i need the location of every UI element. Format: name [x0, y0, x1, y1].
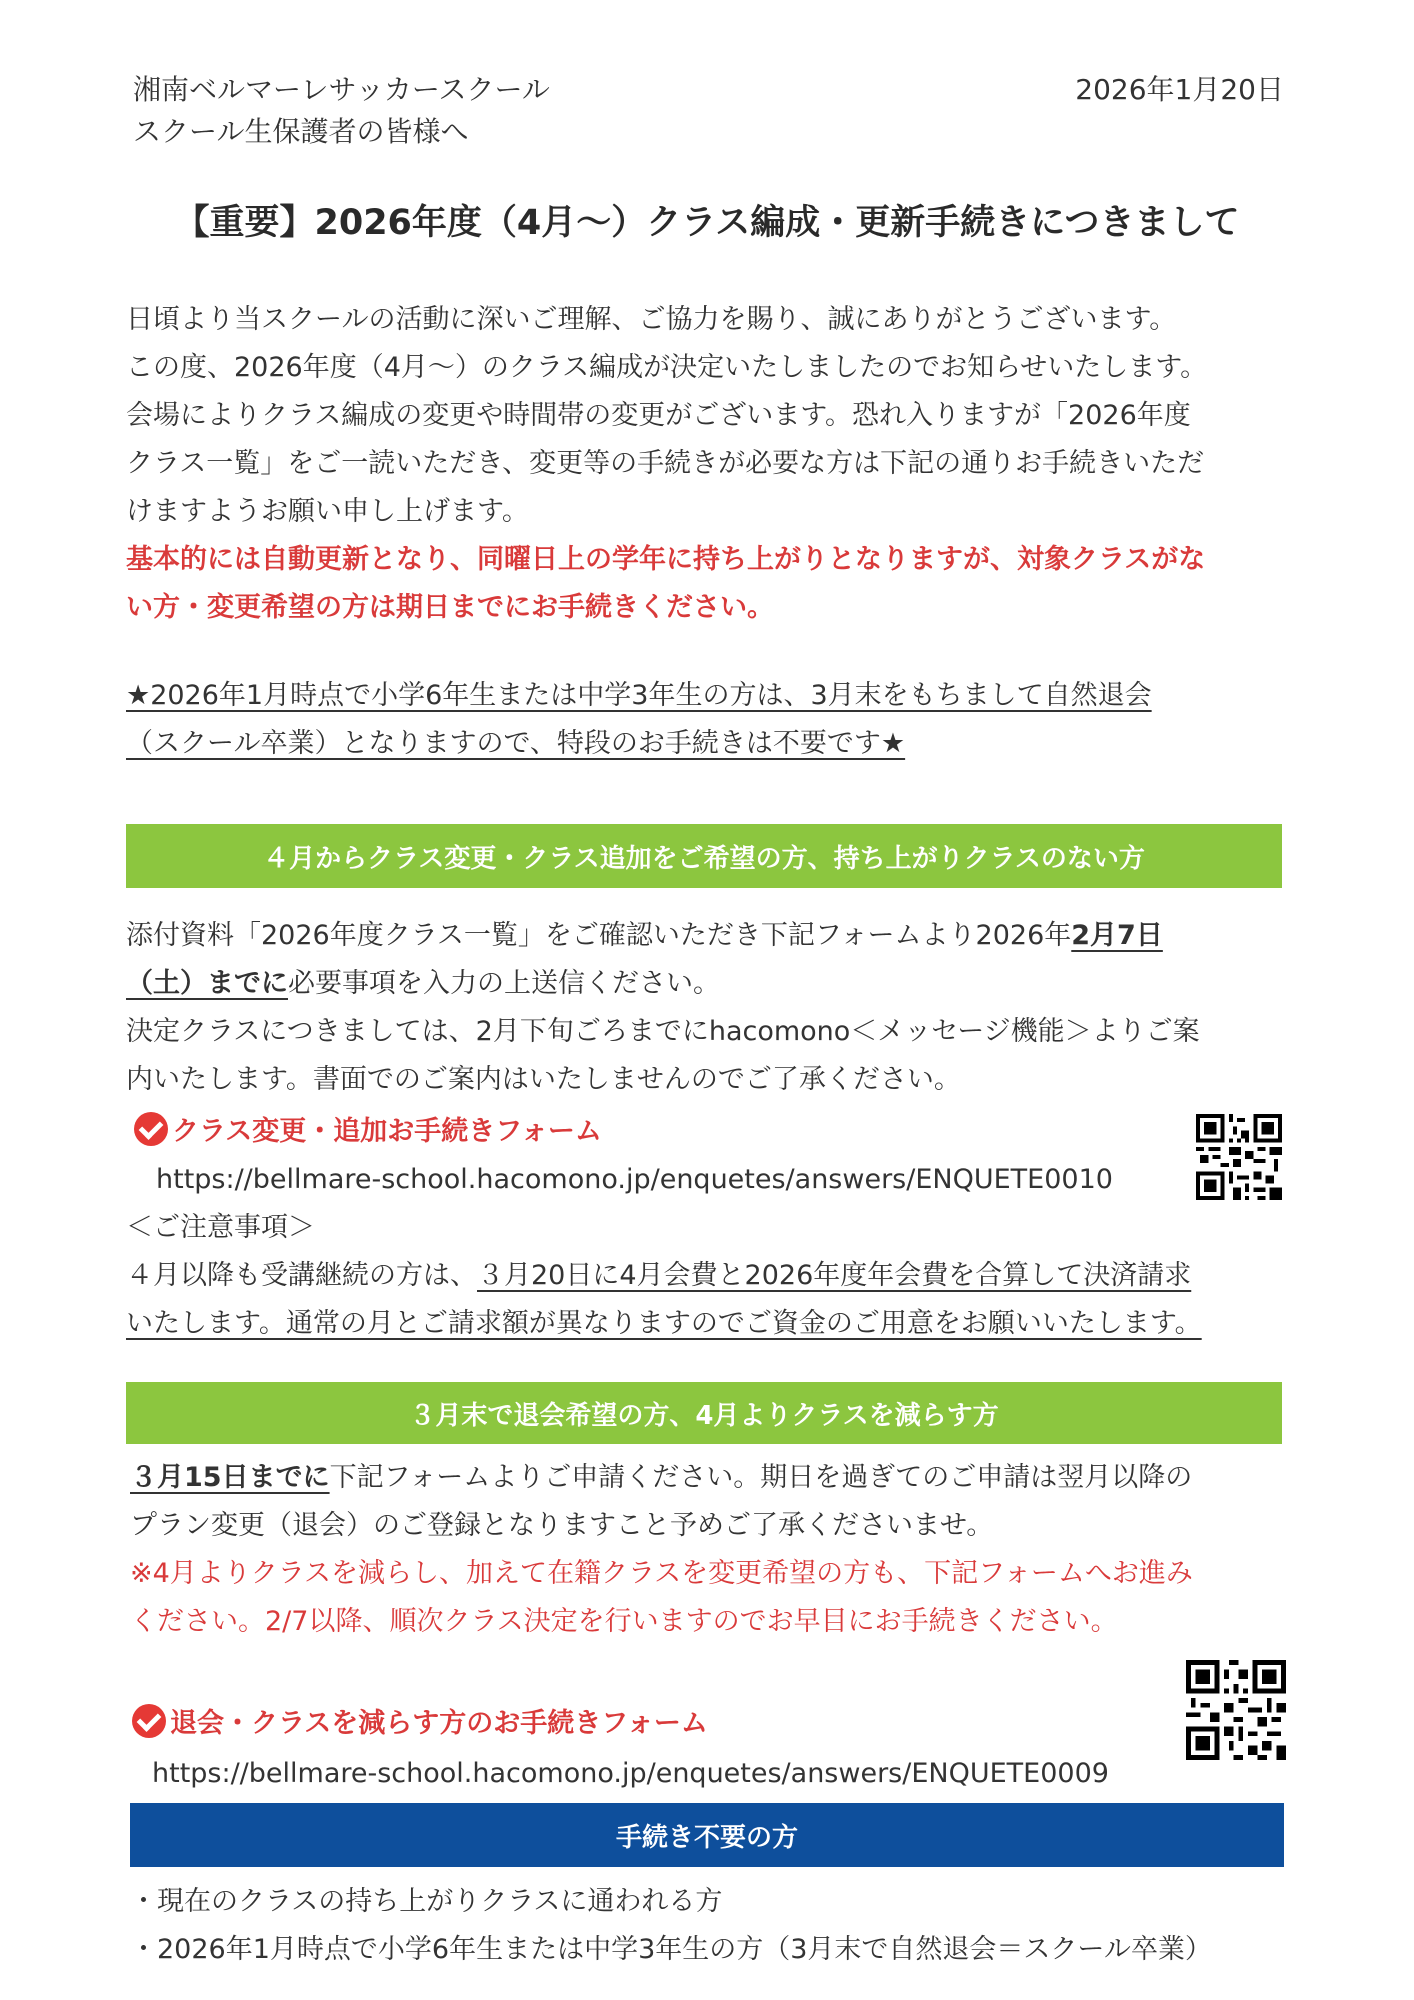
page-title: 【重要】2026年度（4月～）クラス編成・更新手続きにつきまして — [174, 203, 1240, 243]
organization-name: 湘南ベルマーレサッカースクール — [133, 73, 550, 106]
intro-important-line-2: い方・変更希望の方は期日までにお手続きください。 — [126, 592, 774, 623]
section-change-add-heading: ４月からクラス変更・クラス追加をご希望の方、持ち上がりクラスのない方 — [126, 824, 1282, 888]
section1-paragraph-line-1 — [126, 912, 1163, 960]
withdraw-form-label[interactable] — [132, 1700, 708, 1748]
section1-paragraph-line-3: 決定クラスにつきましては、2月下旬ごろまでにhacomono＜メッセージ機能＞よりご案 — [126, 1016, 1200, 1047]
no-action-item-1: ・現在のクラスの持ち上がりクラスに通われる方 — [130, 1886, 723, 1917]
intro-important-line-1: 基本的には自動更新となり、同曜日上の学年に持ち上がりとなりますが、対象クラスがな — [126, 544, 1206, 575]
caution-line-1 — [126, 1252, 1191, 1300]
billing-notice: ３月20日に4月会費と2026年度年会費を合算して決済請求 — [477, 1260, 1192, 1291]
deadline-weekday: （土）までに — [126, 968, 288, 999]
withdraw-form-label-text: 退会・クラスを減らす方のお手続きフォーム — [170, 1708, 708, 1739]
qr-code-icon[interactable] — [1186, 1660, 1286, 1760]
check-circle-icon — [132, 1704, 166, 1738]
graduation-notice-line-2: （スクール卒業）となりますので、特段のお手続きは不要です★ — [126, 728, 906, 759]
change-form-label-text: クラス変更・追加お手続きフォーム — [172, 1116, 602, 1147]
caution-line-2: いたします。通常の月とご請求額が異なりますのでご資金のご用意をお願いいたします。 — [126, 1308, 1202, 1339]
section-withdraw-heading: ３月末で退会希望の方、4月よりクラスを減らす方 — [126, 1382, 1282, 1444]
section1-paragraph-line-2 — [126, 960, 720, 1008]
section1-text: 必要事項を入力の上送信ください。 — [288, 968, 720, 999]
caution-heading: ＜ご注意事項＞ — [126, 1212, 315, 1243]
withdraw-deadline: ３月15日までに — [130, 1462, 330, 1493]
section2-text: 下記フォームよりご申請ください。期日を過ぎてのご申請は翌月以降の — [329, 1462, 1193, 1493]
section1-paragraph-line-4: 内いたします。書面でのご案内はいたしませんのでご了承ください。 — [126, 1064, 961, 1095]
change-form-label[interactable] — [134, 1108, 602, 1156]
intro-line-2: この度、2026年度（4月～）のクラス編成が決定いたしましたのでお知らせいたします。 — [126, 352, 1208, 383]
caution-text: ４月以降も受講継続の方は、 — [126, 1260, 477, 1291]
intro-line-3: 会場によりクラス編成の変更や時間帯の変更がございます。恐れ入りますが「2026年度 — [126, 400, 1191, 431]
check-circle-icon — [134, 1112, 168, 1146]
intro-line-4: クラス一覧」をご一読いただき、変更等の手続きが必要な方は下記の通りお手続きいただ — [126, 448, 1205, 479]
intro-line-1: 日頃より当スクールの活動に深いご理解、ご協力を賜り、誠にありがとうございます。 — [126, 304, 1177, 335]
no-action-item-2: ・2026年1月時点で小学6年生または中学3年生の方（3月末で自然退会＝スクール卒業） — [130, 1934, 1212, 1965]
change-form-url[interactable]: https://bellmare-school.hacomono.jp/enquetes/answers/ENQUETE0010 — [156, 1164, 1113, 1195]
document-date: 2026年1月20日 — [1075, 73, 1284, 106]
recipient-line: スクール生保護者の皆様へ — [133, 115, 469, 148]
intro-line-5: けますようお願い申し上げます。 — [126, 496, 529, 527]
qr-code-icon[interactable] — [1196, 1114, 1282, 1200]
graduation-notice-line-1: ★2026年1月時点で小学6年生または中学3年生の方は、3月末をもちまして自然退会 — [126, 680, 1152, 711]
withdraw-form-url[interactable]: https://bellmare-school.hacomono.jp/enquetes/answers/ENQUETE0009 — [152, 1758, 1109, 1789]
section2-note-line-1: ※4月よりクラスを減らし、加えて在籍クラスを変更希望の方も、下記フォームへお進み — [130, 1558, 1193, 1589]
section2-paragraph-line-1 — [130, 1454, 1192, 1502]
deadline-date: 2月7日 — [1071, 920, 1163, 951]
section2-paragraph-line-2: プラン変更（退会）のご登録となりますこと予めご了承くださいませ。 — [130, 1510, 994, 1541]
section1-text: 添付資料「2026年度クラス一覧」をご確認いただき下記フォームより2026年 — [126, 920, 1072, 951]
section-no-action-heading: 手続き不要の方 — [130, 1803, 1284, 1867]
section2-note-line-2: ください。2/7以降、順次クラス決定を行いますのでお早目にお手続きください。 — [130, 1606, 1118, 1637]
